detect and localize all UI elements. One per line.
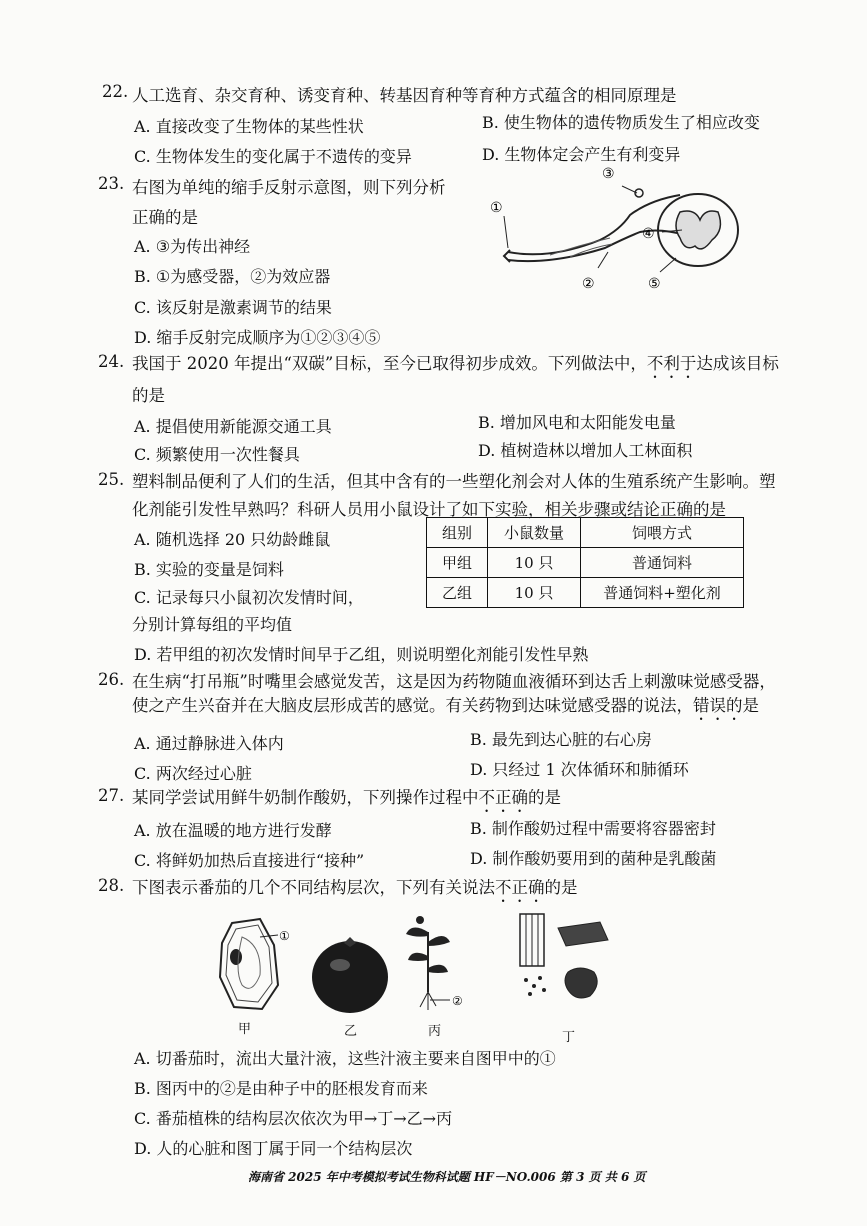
q24-stem-emphasis: 不利于 <box>646 354 697 373</box>
q24-option-a: A. 提倡使用新能源交通工具 <box>134 417 332 436</box>
q26-stem-pre: 使之产生兴奋并在大脑皮层形成苦的感觉。有关药物到达味觉感受器的说法， <box>132 696 693 715</box>
fig28-plant-cell <box>212 915 302 1015</box>
q22-option-d: D. 生物体定会产生有利变异 <box>482 145 681 164</box>
table-header-cell: 组别 <box>427 518 488 548</box>
q24-stem-post: 达成该目标 <box>696 354 779 373</box>
q27-option-b: B. 制作酸奶过程中需要将容器密封 <box>470 819 716 838</box>
q28-stem <box>132 874 578 906</box>
q22-number: 22. <box>102 82 129 101</box>
q25-option-c-line2: 分别计算每组的平均值 <box>132 615 293 634</box>
fig28-caption-jia: 甲 <box>238 1022 252 1037</box>
q27-stem-emphasis: 不正确 <box>478 788 528 807</box>
table-cell: 普通饲料 <box>581 548 744 578</box>
table-header-row <box>427 518 744 548</box>
fig28-tomato-fruit <box>310 935 390 1015</box>
q22-option-c: C. 生物体发生的变化属于不遗传的变异 <box>134 147 412 166</box>
fig28-mark-2: ② <box>452 994 463 1008</box>
q26-stem-line1: 在生病“打吊瓶”时嘴里会感觉发苦，这是因为药物随血液循环到达舌上刺激味觉感受器， <box>132 672 776 691</box>
q25-stem-line2: 化剂能引发性早熟吗？科研人员用小鼠设计了如下实验，相关步骤或结论正确的是 <box>132 500 726 519</box>
q28-option-b: B. 图丙中的②是由种子中的胚根发育而来 <box>134 1079 428 1098</box>
q23-stem-line2: 正确的是 <box>132 208 198 227</box>
q25-number: 25. <box>98 470 125 489</box>
q26-option-c: C. 两次经过心脏 <box>134 764 252 783</box>
q27-number: 27. <box>98 786 125 805</box>
q24-option-b: B. 增加风电和太阳能发电量 <box>478 413 676 432</box>
q27-option-c: C. 将鲜奶加热后直接进行“接种” <box>134 851 365 870</box>
page-footer: 海南省 2025 年中考模拟考试生物科试题 HF－NO.006 第 3 页 共 6 页 <box>248 1170 646 1184</box>
fig23-label-4: ④ <box>642 226 655 242</box>
q22-option-a: A. 直接改变了生物体的某些性状 <box>134 117 364 136</box>
q28-option-d: D. 人的心脏和图丁属于同一个结构层次 <box>134 1139 413 1158</box>
q27-stem <box>132 784 561 816</box>
q24-stem-line2: 的是 <box>132 386 165 405</box>
q28-stem-emphasis: 不正确 <box>495 878 545 897</box>
table-cell: 乙组 <box>427 578 488 608</box>
q26-number: 26. <box>98 670 125 689</box>
q23-option-c: C. 该反射是激素调节的结果 <box>134 298 332 317</box>
q26-stem-emphasis: 错误的 <box>693 696 743 715</box>
table-cell: 10 只 <box>488 578 581 608</box>
q25-stem-line1: 塑料制品便利了人们的生活，但其中含有的一些塑化剂会对人体的生殖系统产生影响。塑 <box>132 472 776 491</box>
q28-option-a: A. 切番茄时，流出大量汁液，这些汁液主要来自图甲中的① <box>134 1049 556 1068</box>
q24-option-c: C. 频繁使用一次性餐具 <box>134 445 300 464</box>
fig23-label-1: ① <box>490 200 503 216</box>
q24-option-d: D. 植树造林以增加人工林面积 <box>478 441 693 460</box>
q23-option-d: D. 缩手反射完成顺序为①②③④⑤ <box>134 328 381 347</box>
q22-option-b: B. 使生物体的遗传物质发生了相应改变 <box>482 113 760 132</box>
q26-stem-post: 是 <box>742 696 759 715</box>
q28-stem-post: 的是 <box>544 878 578 897</box>
q26-option-b: B. 最先到达心脏的右心房 <box>470 730 652 749</box>
q24-number: 24. <box>98 352 125 371</box>
table-cell: 甲组 <box>427 548 488 578</box>
q23-number: 23. <box>98 174 125 193</box>
q27-option-d: D. 制作酸奶要用到的菌种是乳酸菌 <box>470 849 717 868</box>
fig28-caption-yi: 乙 <box>344 1024 358 1039</box>
table-header-cell: 小鼠数量 <box>488 518 581 548</box>
q28-number: 28. <box>98 876 125 895</box>
fig28-tissues <box>510 910 620 1020</box>
table-cell: 10 只 <box>488 548 581 578</box>
q25-option-a: A. 随机选择 20 只幼龄雌鼠 <box>134 530 331 549</box>
table-cell: 普通饲料+塑化剂 <box>581 578 744 608</box>
fig28-caption-bing: 丙 <box>428 1024 442 1039</box>
q27-stem-post: 的是 <box>528 788 561 807</box>
fig28-caption-ding: 丁 <box>562 1030 576 1045</box>
reflex-arc-figure <box>490 160 740 295</box>
q23-stem-line1: 右图为单纯的缩手反射示意图，则下列分析 <box>132 178 446 197</box>
q22-stem: 人工选育、杂交育种、诱变育种、转基因育种等育种方式蕴含的相同原理是 <box>132 86 677 105</box>
q23-option-a: A. ③为传出神经 <box>134 237 251 256</box>
q26-stem-line2 <box>132 692 759 724</box>
q24-stem-line1 <box>132 350 779 382</box>
experiment-table <box>426 517 744 608</box>
table-row <box>427 578 744 608</box>
table-row <box>427 548 744 578</box>
q27-stem-pre: 某同学尝试用鲜牛奶制作酸奶，下列操作过程中 <box>132 788 479 807</box>
fig23-label-3: ③ <box>602 166 615 182</box>
q26-option-a: A. 通过静脉进入体内 <box>134 734 284 753</box>
fig23-label-5: ⑤ <box>648 276 661 292</box>
fig23-label-2: ② <box>582 276 595 292</box>
q24-stem-pre: 我国于 2020 年提出“双碳”目标，至今已取得初步成效。下列做法中， <box>132 354 647 373</box>
fig28-mark-1: ① <box>279 929 290 943</box>
q26-option-d: D. 只经过 1 次体循环和肺循环 <box>470 760 689 779</box>
q25-option-c-line1: C. 记录每只小鼠初次发情时间， <box>134 588 364 607</box>
fig28-tomato-plant <box>398 912 478 1017</box>
q28-stem-pre: 下图表示番茄的几个不同结构层次，下列有关说法 <box>132 878 495 897</box>
q28-option-c: C. 番茄植株的结构层次依次为甲→丁→乙→丙 <box>134 1109 453 1128</box>
q23-option-b: B. ①为感受器，②为效应器 <box>134 267 331 286</box>
q25-option-b: B. 实验的变量是饲料 <box>134 560 284 579</box>
q25-option-d: D. 若甲组的初次发情时间早于乙组，则说明塑化剂能引发性早熟 <box>134 645 589 664</box>
table-header-cell: 饲喂方式 <box>581 518 744 548</box>
q27-option-a: A. 放在温暖的地方进行发酵 <box>134 821 332 840</box>
